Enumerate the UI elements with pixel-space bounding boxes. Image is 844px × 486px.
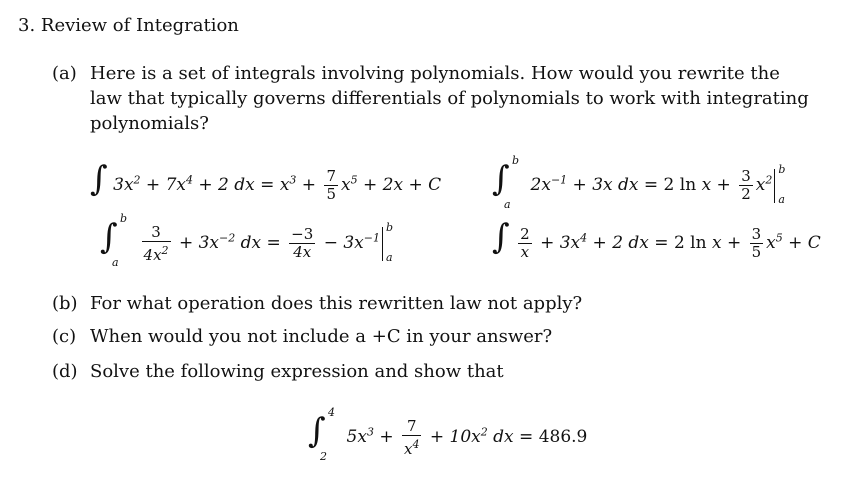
part-a-label: (a) xyxy=(52,63,77,84)
equation-5: ∫ 4 2 $5x^3$ + $\frac{7}{x^4}$ + $10x^2$ dx = 486.9 xyxy=(308,406,588,463)
part-d-label: (d) xyxy=(52,361,78,382)
integral-sign-icon: ∫ xyxy=(492,159,510,199)
equation-2: ∫ b a $2x^{-1} + 3x$ dx = 2 ln x + $\frac{3}{2}$ $x^2$ b a xyxy=(492,154,786,211)
part-a-line-1: Here is a set of integrals involving polynomials. How would you rewrite the xyxy=(90,63,780,84)
integral-sign-icon: ∫ xyxy=(90,159,108,199)
part-a-line-2: law that typically governs differentials of polynomials to work with integrating xyxy=(90,88,809,109)
part-c-label: (c) xyxy=(52,326,77,347)
equation-1: ∫ $3x^2 + 7x^4 + 2$ dx = $x^3$ + $\frac{7}{5}$ $x^5 + 2x + C$ xyxy=(90,159,442,203)
section-title: 3. Review of Integration xyxy=(18,15,239,36)
equation-3: ∫ b a $\frac{3}{4x^2}$ + $3x^{-2}$ dx = $\frac{-3}{4x}$ − $3x^{-1}$ b a xyxy=(100,212,394,269)
part-b-text: For what operation does this rewritten law not apply? xyxy=(90,293,583,314)
integral-sign-icon: ∫ xyxy=(308,411,326,451)
part-c-text: When would you not include a +C in your answer? xyxy=(90,326,553,347)
part-a-line-3: polynomials? xyxy=(90,113,209,134)
part-d-text: Solve the following expression and show that xyxy=(90,361,504,382)
part-b-label: (b) xyxy=(52,293,78,314)
integral-sign-icon: ∫ xyxy=(492,217,510,257)
equation-4: ∫ $\frac{2}{x}$ + $3x^4 + 2$ dx = 2 ln x + $\frac{3}{5}$ $x^5 + C$ xyxy=(492,217,821,261)
integral-sign-icon: ∫ xyxy=(100,217,118,257)
